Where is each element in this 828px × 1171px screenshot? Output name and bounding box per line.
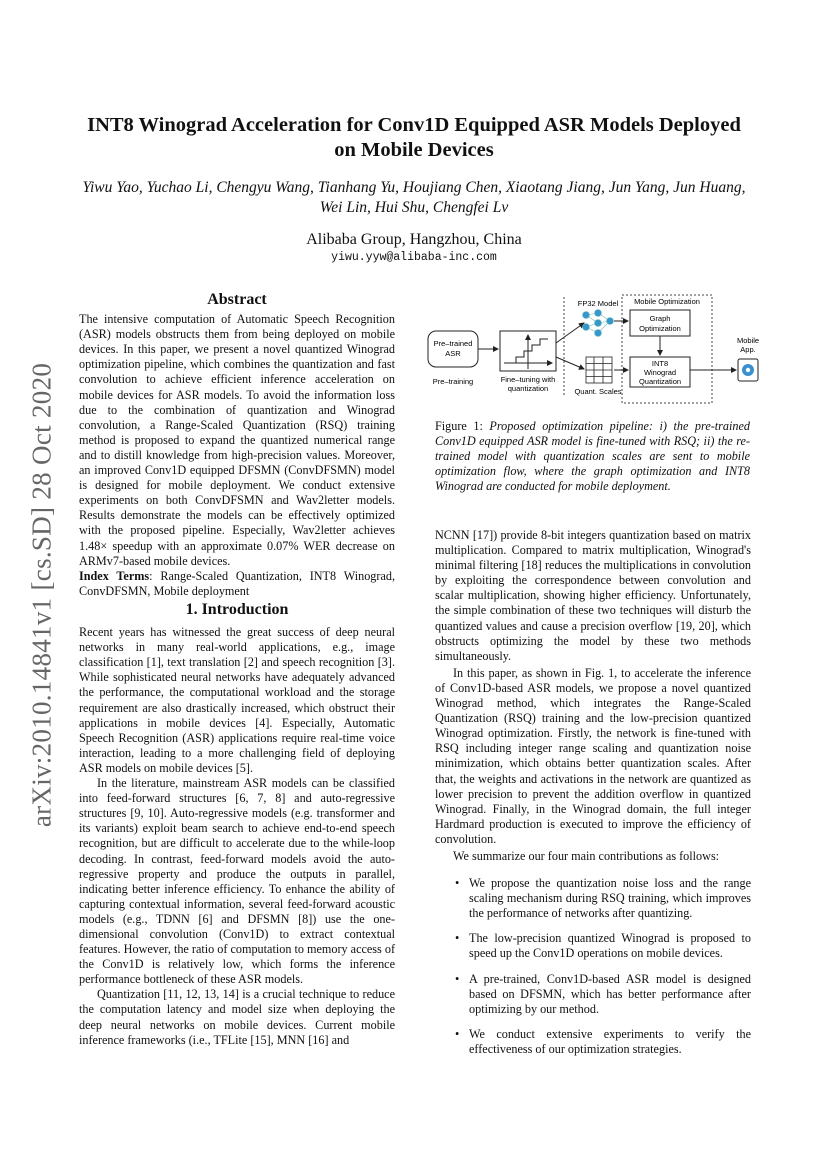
intro-paragraph-1: Recent years has witnessed the great success of deep neural networks in many real-world applications, e.g., image classification [1], text translation [2] and speech recognition [3]. While sophisticated neural networks have adequately advanced the performance, the computational workload and the storage requirement are also drastically increased, which obstruct their applications in mobile devices [4]. Especially, Automatic Speech Recognition (ASR) applications require real-time voice interaction, leading to a more challenging field of deploying ASR models on mobile devices [5]. (79, 625, 395, 775)
arxiv-id: arXiv:2010.14841v1 [cs.SD] 28 Oct 2020 (26, 362, 57, 828)
arxiv-stamp (12, 362, 72, 828)
int8-label-2: Winograd (643, 368, 677, 377)
abstract-heading: Abstract (207, 291, 267, 308)
pretrained-label-2: ASR (445, 349, 461, 358)
right-paragraph-2: In this paper, as shown in Fig. 1, to accelerate the inference of Conv1D-based ASR models, we propose a novel quantized Winograd method, which integrates the Range-Scaled Quantization (RSQ) training and the low-precision quantized Winograd optimization. Firstly, the network is fine-tuned with RSQ including integer range scaling and quantization noise minimization, which obtains better quantization scales. After that, the weights and activations in the network are quantized as lower precision to prevent the addition overflow in quantized Winograd. Finally, in the Winograd domain, the full integer Hardmard production is executed to improve the efficiency of convolution. (435, 665, 751, 846)
introduction-section (79, 602, 395, 1048)
list-item: • We conduct extensive experiments to verify the effectiveness of our optimization strategies. (435, 1027, 751, 1057)
right-paragraph-3: We summarize our four main contributions as follows: (453, 848, 720, 863)
affiliation: Alibaba Group, Hangzhou, China (306, 231, 522, 248)
index-terms (79, 569, 395, 599)
mobile-app-icon (738, 359, 758, 381)
right-paragraph-1: NCNN [17]) provide 8-bit integers quantization based on matrix multiplication. Compared to matrix multiplication, Winograd's minimal filtering [18] reduces the multiplications in convolution by exploiting the correspondence between convolution and scalar multiplication, showing higher efficiency. Unfortunately, the simple combination of these two techniques will disturb the quantized values and cause a precision overflow [19, 20], which obstructs optimizing the model by these two methods simultaneously. (435, 528, 751, 663)
intro-paragraph-3: Quantization [11, 12, 13, 14] is a crucial technique to reduce the computation latency and model size when deploying the deep neural networks on mobile devices. Current mobile inference frameworks (i.e., TFLite [15], MNN [16] and (79, 987, 395, 1047)
index-terms-text: : Range-Scaled Quantization, INT8 Winograd, ConvDFSMN, Mobile deployment (79, 568, 395, 598)
finetune-label-2: quantization (507, 384, 549, 393)
quant-scales-label: Quant. Scales (574, 387, 622, 396)
list-item: • We propose the quantization noise loss and the range scaling mechanism during RSQ training, which improves the performance of networks after quantizing. (435, 876, 751, 921)
abstract-section (79, 292, 395, 599)
mobile-label-1: Mobile (736, 336, 760, 345)
fp32-label: FP32 Model (577, 299, 619, 308)
pipeline-figure (424, 293, 764, 413)
int8-label-1: INT8 (651, 359, 669, 368)
list-item: • A pre-trained, Conv1D-based ASR model is designed based on DFSMN, which has better performance after optimizing by our method. (435, 972, 751, 1017)
index-terms-label: Index Terms (79, 568, 150, 583)
intro-heading: 1. Introduction (185, 601, 289, 618)
email: yiwu.yyw@alibaba-inc.com (331, 251, 497, 264)
mobile-opt-label: Mobile Optimization (634, 297, 700, 306)
figure-caption-text: Proposed optimization pipeline: i) the pre-trained Conv1D equipped ASR model is fine-tuned with RSQ; ii) the re-trained model with quantization scales are sent to mobile optimization flow, where the graph optimization and INT8 Winograd are conducted for mobile deployment. (435, 419, 750, 494)
intro-paragraph-2: In the literature, mainstream ASR models can be classified into feed-forward structures [6, 7, 8] and auto-regressive structures [9, 10]. Auto-regressive models (e.g. transformer and its variants) exploit beam search to achieve end-to-end speech recognition, but are difficult to accelerate due to the while-loop decoding. In contrast, feed-forward models avoid the auto-regressive property and produce the outputs in parallel, indicating better inference efficiency. To enhance the ability of capturing contextual information, several feed-forward acoustic models (e.g., TDNN [6] and DFSMN [8]) use the one-dimensional convolution (Conv1D) to extract contextual features. However, the ratio of computation to memory access of the Conv1D is relatively low, which forms the inference performance bottleneck of these ASR models. (79, 776, 395, 987)
neural-net-icon (583, 310, 614, 337)
mobile-label-2: App. (740, 345, 756, 354)
abstract-text: The intensive computation of Automatic Speech Recognition (ASR) models obstructs them from being deployed on mobile devices. In this paper, we present a novel quantized Winograd optimization pipeline, which combines the quantization and fast convolution to achieve efficient inference acceleration on mobile devices for ASR models. To avoid the information loss due to the combination of quantization and Winograd convolution, a Range-Scaled Quantization (RSQ) training method is proposed to expand the quantized numerical range and to distill knowledge from high-precision values. Moreover, an improved Conv1D equipped DFSMN (ConvDFSMN) model is designed for mobile deployment. We conduct extensive experiments on both ConvDFSMN and Wav2letter models. Results demonstrate the models can be effectively optimized with the proposed pipeline. Especially, Wav2letter achieves 1.48× speedup with an approximate 0.07% WER decrease on ARMv7-based mobile devices. (79, 312, 395, 568)
int8-label-3: Quantization (638, 377, 682, 386)
graph-label-2: Optimization (639, 324, 681, 333)
figure-caption-label: Figure 1: (435, 419, 490, 433)
quant-scales-table-icon (586, 357, 612, 383)
paper-title: INT8 Winograd Acceleration for Conv1D Equipped ASR Models Deployed on Mobile Devices (87, 114, 741, 161)
right-column (435, 528, 751, 1067)
pretraining-label: Pre–training (432, 377, 474, 386)
graph-label-1: Graph (649, 314, 671, 323)
author-list: Yiwu Yao, Yuchao Li, Chengyu Wang, Tianhang Yu, Houjiang Chen, Xiaotang Jiang, Jun Yang, Jun Huang, Wei Lin, Hui Shu, Chengfei Lv (82, 179, 746, 216)
pretrained-label-1: Pre–trained (433, 339, 473, 348)
contributions-list (435, 876, 751, 1057)
figure-caption (435, 419, 750, 494)
finetune-label-1: Fine–tuning with (500, 375, 556, 384)
list-item: • The low-precision quantized Winograd is proposed to speed up the Conv1D operations on mobile devices. (435, 931, 751, 961)
